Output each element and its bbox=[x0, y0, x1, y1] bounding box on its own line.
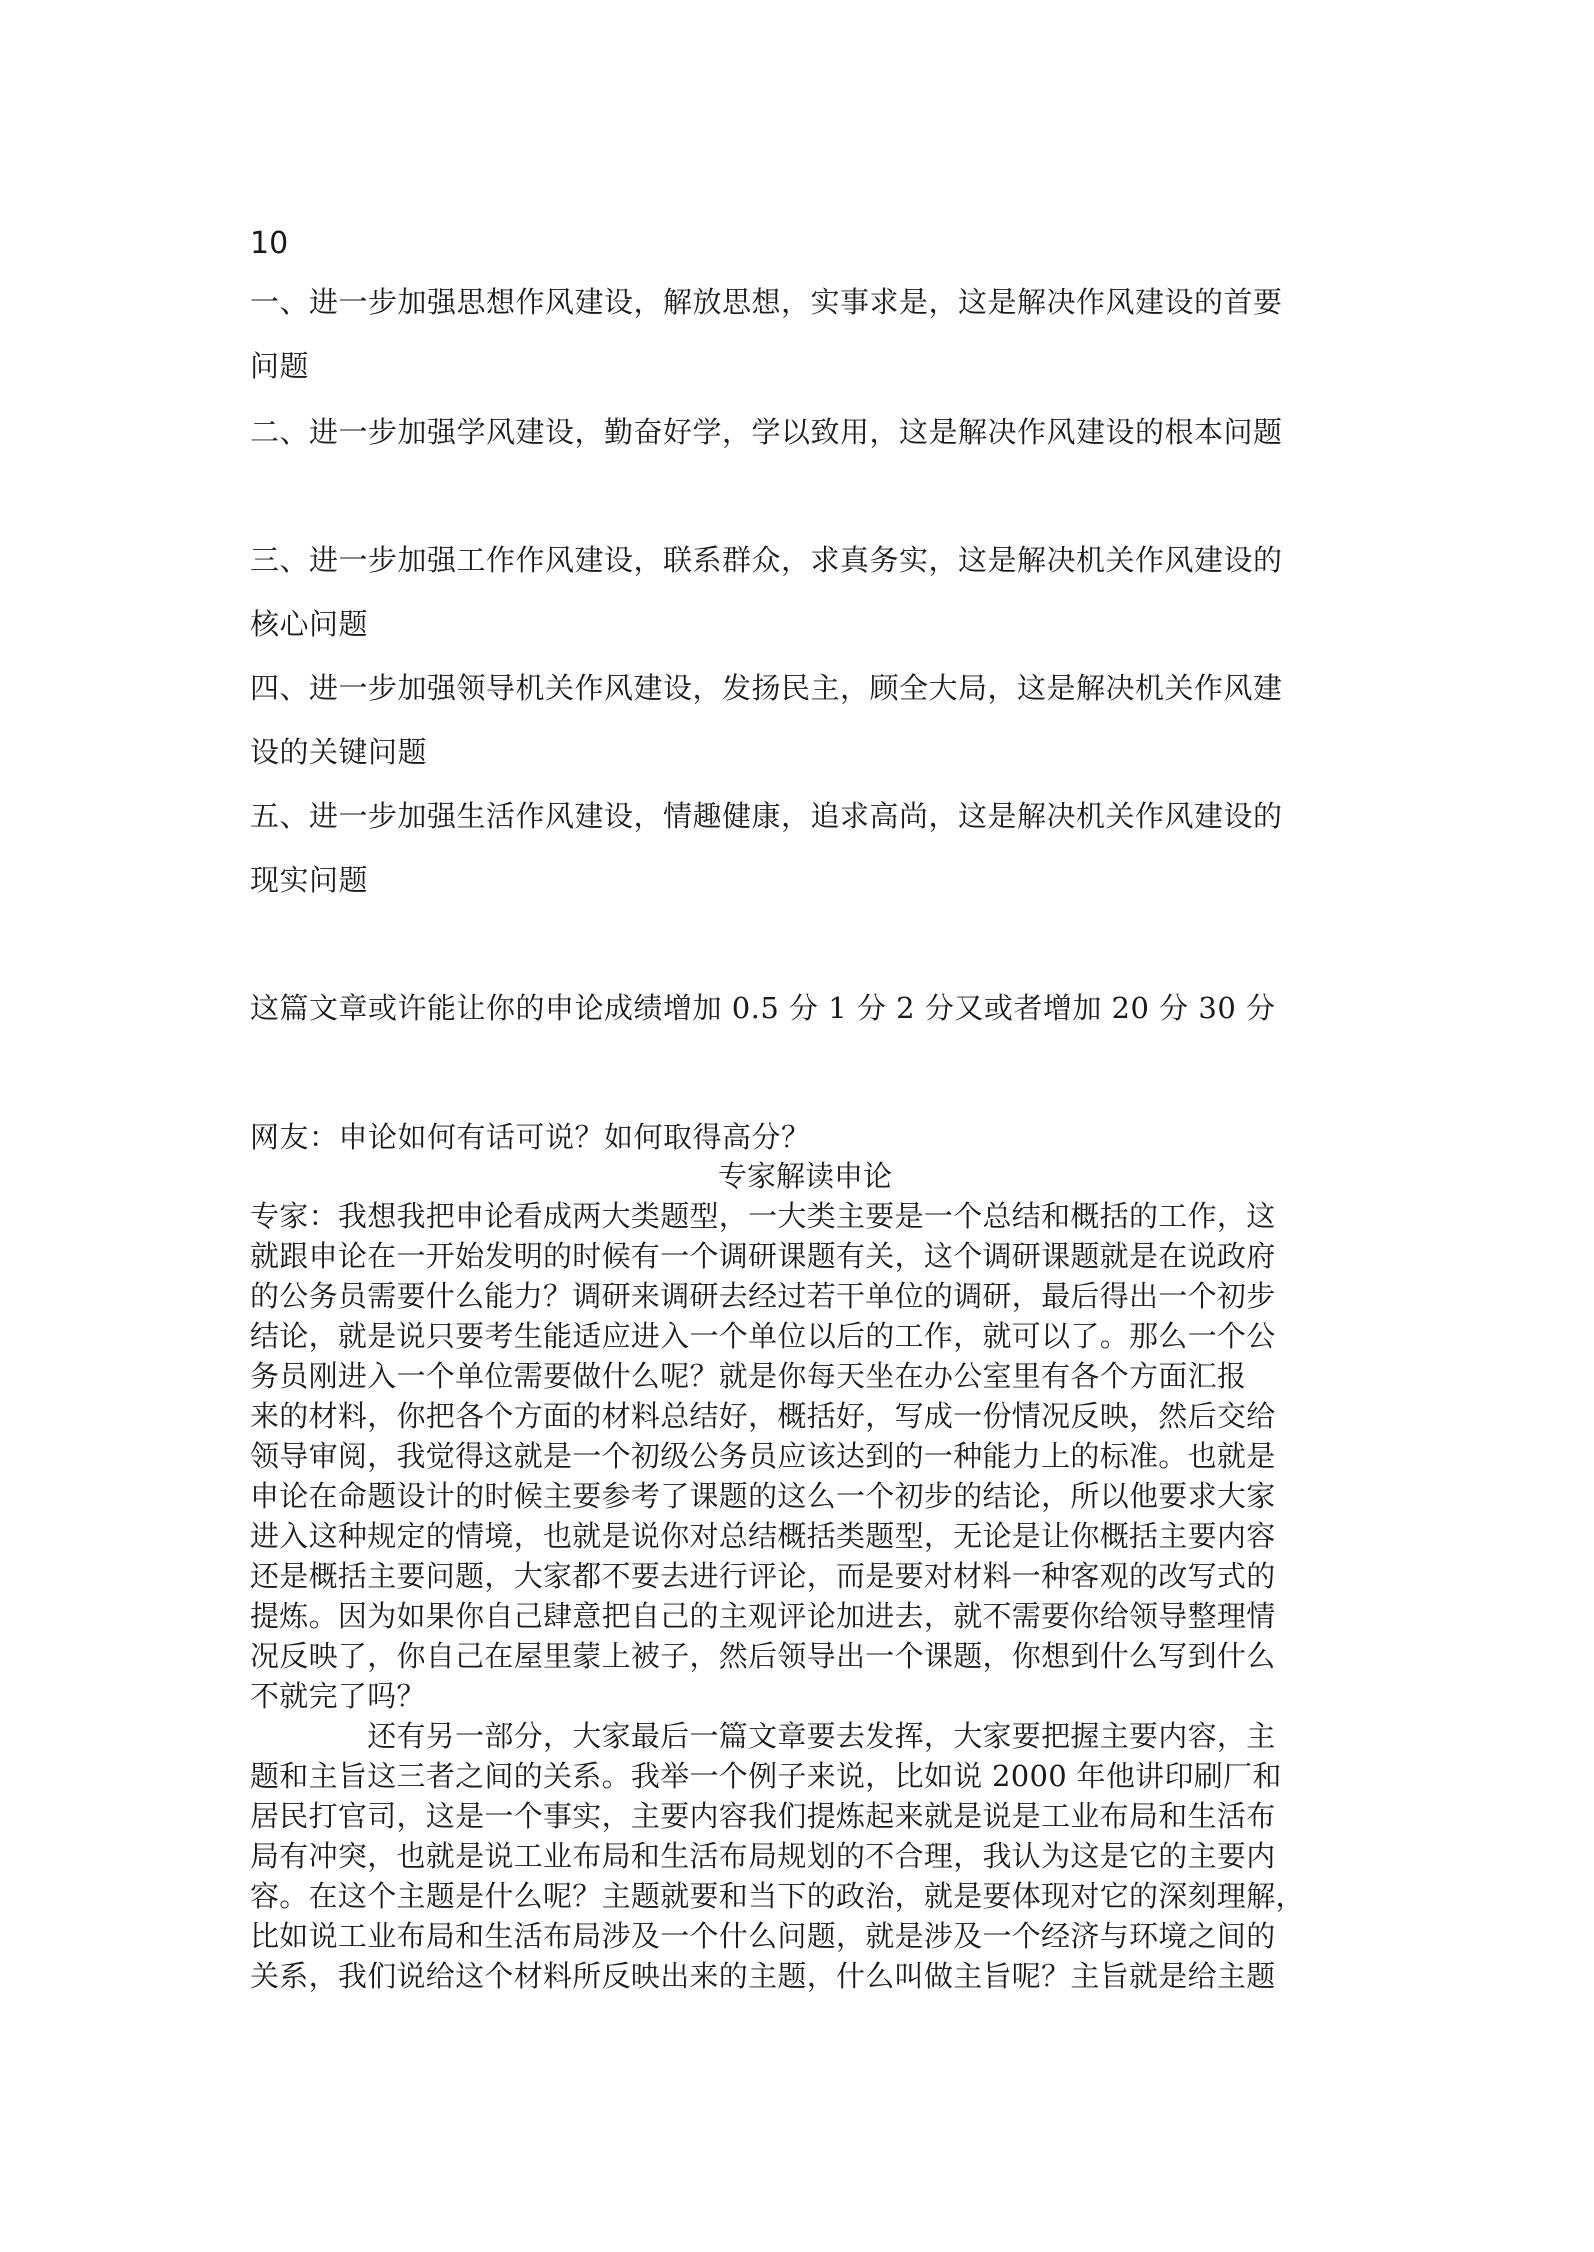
expert-line: 来的材料，你把各个方面的材料总结好，概括好，写成一份情况反映，然后交给 bbox=[250, 1399, 1276, 1433]
expert-line: 结论，就是说只要考生能适应进入一个单位以后的工作，就可以了。那么一个公 bbox=[250, 1319, 1276, 1353]
point-3-line-2: 核心问题 bbox=[250, 607, 369, 641]
expert-line: 领导审阅，我觉得这就是一个初级公务员应该达到的一种能力上的标准。也就是 bbox=[250, 1439, 1276, 1473]
point-5-line-2: 现实问题 bbox=[250, 863, 369, 897]
expert-line: 容。在这个主题是什么呢？主题就要和当下的政治，就是要体现对它的深刻理解， bbox=[250, 1879, 1305, 1913]
expert-line: 进入这种规定的情境，也就是说你对总结概括类题型，无论是让你概括主要内容 bbox=[250, 1519, 1276, 1553]
expert-line: 提炼。因为如果你自己肆意把自己的主观评论加进去，就不需要你给领导整理情 bbox=[250, 1599, 1276, 1633]
expert-line: 居民打官司，这是一个事实，主要内容我们提炼起来就是说是工业布局和生活布 bbox=[250, 1799, 1276, 1833]
expert-line: 专家：我想我把申论看成两大类题型，一大类主要是一个总结和概括的工作，这 bbox=[250, 1199, 1276, 1233]
point-5-line-1: 五、进一步加强生活作风建设，情趣健康，追求高尚，这是解决机关作风建设的 bbox=[250, 799, 1283, 833]
point-3-line-1: 三、进一步加强工作作风建设，联系群众，求真务实，这是解决机关作风建设的 bbox=[250, 543, 1283, 577]
expert-line: 况反映了，你自己在屋里蒙上被子，然后领导出一个课题，你想到什么写到什么 bbox=[250, 1639, 1276, 1673]
expert-line: 局有冲突，也就是说工业布局和生活布局规划的不合理，我认为这是它的主要内 bbox=[250, 1839, 1276, 1873]
point-1-line-2: 问题 bbox=[250, 349, 310, 383]
expert-line: 比如说工业布局和生活布局涉及一个什么问题，就是涉及一个经济与环境之间的 bbox=[250, 1919, 1276, 1953]
expert-line: 申论在命题设计的时候主要参考了课题的这么一个初步的结论，所以他要求大家 bbox=[250, 1479, 1276, 1513]
point-1-line-1: 一、进一步加强思想作风建设，解放思想，实事求是，这是解决作风建设的首要 bbox=[250, 285, 1283, 319]
expert-answer bbox=[250, 1196, 1360, 1996]
expert-line: 就跟申论在一开始发明的时候有一个调研课题有关，这个调研课题就是在说政府 bbox=[250, 1239, 1276, 1273]
expert-line: 不就完了吗？ bbox=[250, 1679, 426, 1713]
netizen-question: 网友：申论如何有话可说？如何取得高分？ bbox=[250, 1120, 811, 1154]
point-4-line-2: 设的关键问题 bbox=[250, 735, 428, 769]
expert-line: 还是概括主要问题，大家都不要去进行评论，而是要对材料一种客观的改写式的 bbox=[250, 1559, 1276, 1593]
expert-line: 的公务员需要什么能力？调研来调研去经过若干单位的调研，最后得出一个初步 bbox=[250, 1279, 1276, 1313]
section-title: 专家解读申论 bbox=[717, 1159, 892, 1193]
promo-text: 这篇文章或许能让你的申论成绩增加 0.5 分 1 分 2 分又或者增加 20 分 30 分 bbox=[250, 991, 1276, 1025]
expert-line: 关系，我们说给这个材料所反映出来的主题，什么叫做主旨呢？主旨就是给主题 bbox=[250, 1959, 1276, 1993]
page-number: 10 bbox=[250, 226, 289, 261]
expert-line: 务员刚进入一个单位需要做什么呢？就是你每天坐在办公室里有各个方面汇报 bbox=[250, 1359, 1247, 1393]
point-2-line-1: 二、进一步加强学风建设，勤奋好学，学以致用，这是解决作风建设的根本问题 bbox=[250, 415, 1283, 449]
expert-line: 还有另一部分，大家最后一篇文章要去发挥，大家要把握主要内容，主 bbox=[250, 1719, 1276, 1753]
expert-line: 题和主旨这三者之间的关系。我举一个例子来说，比如说 2000 年他讲印刷厂和 bbox=[250, 1759, 1282, 1793]
point-4-line-1: 四、进一步加强领导机关作风建设，发扬民主，顾全大局，这是解决机关作风建 bbox=[250, 671, 1283, 705]
